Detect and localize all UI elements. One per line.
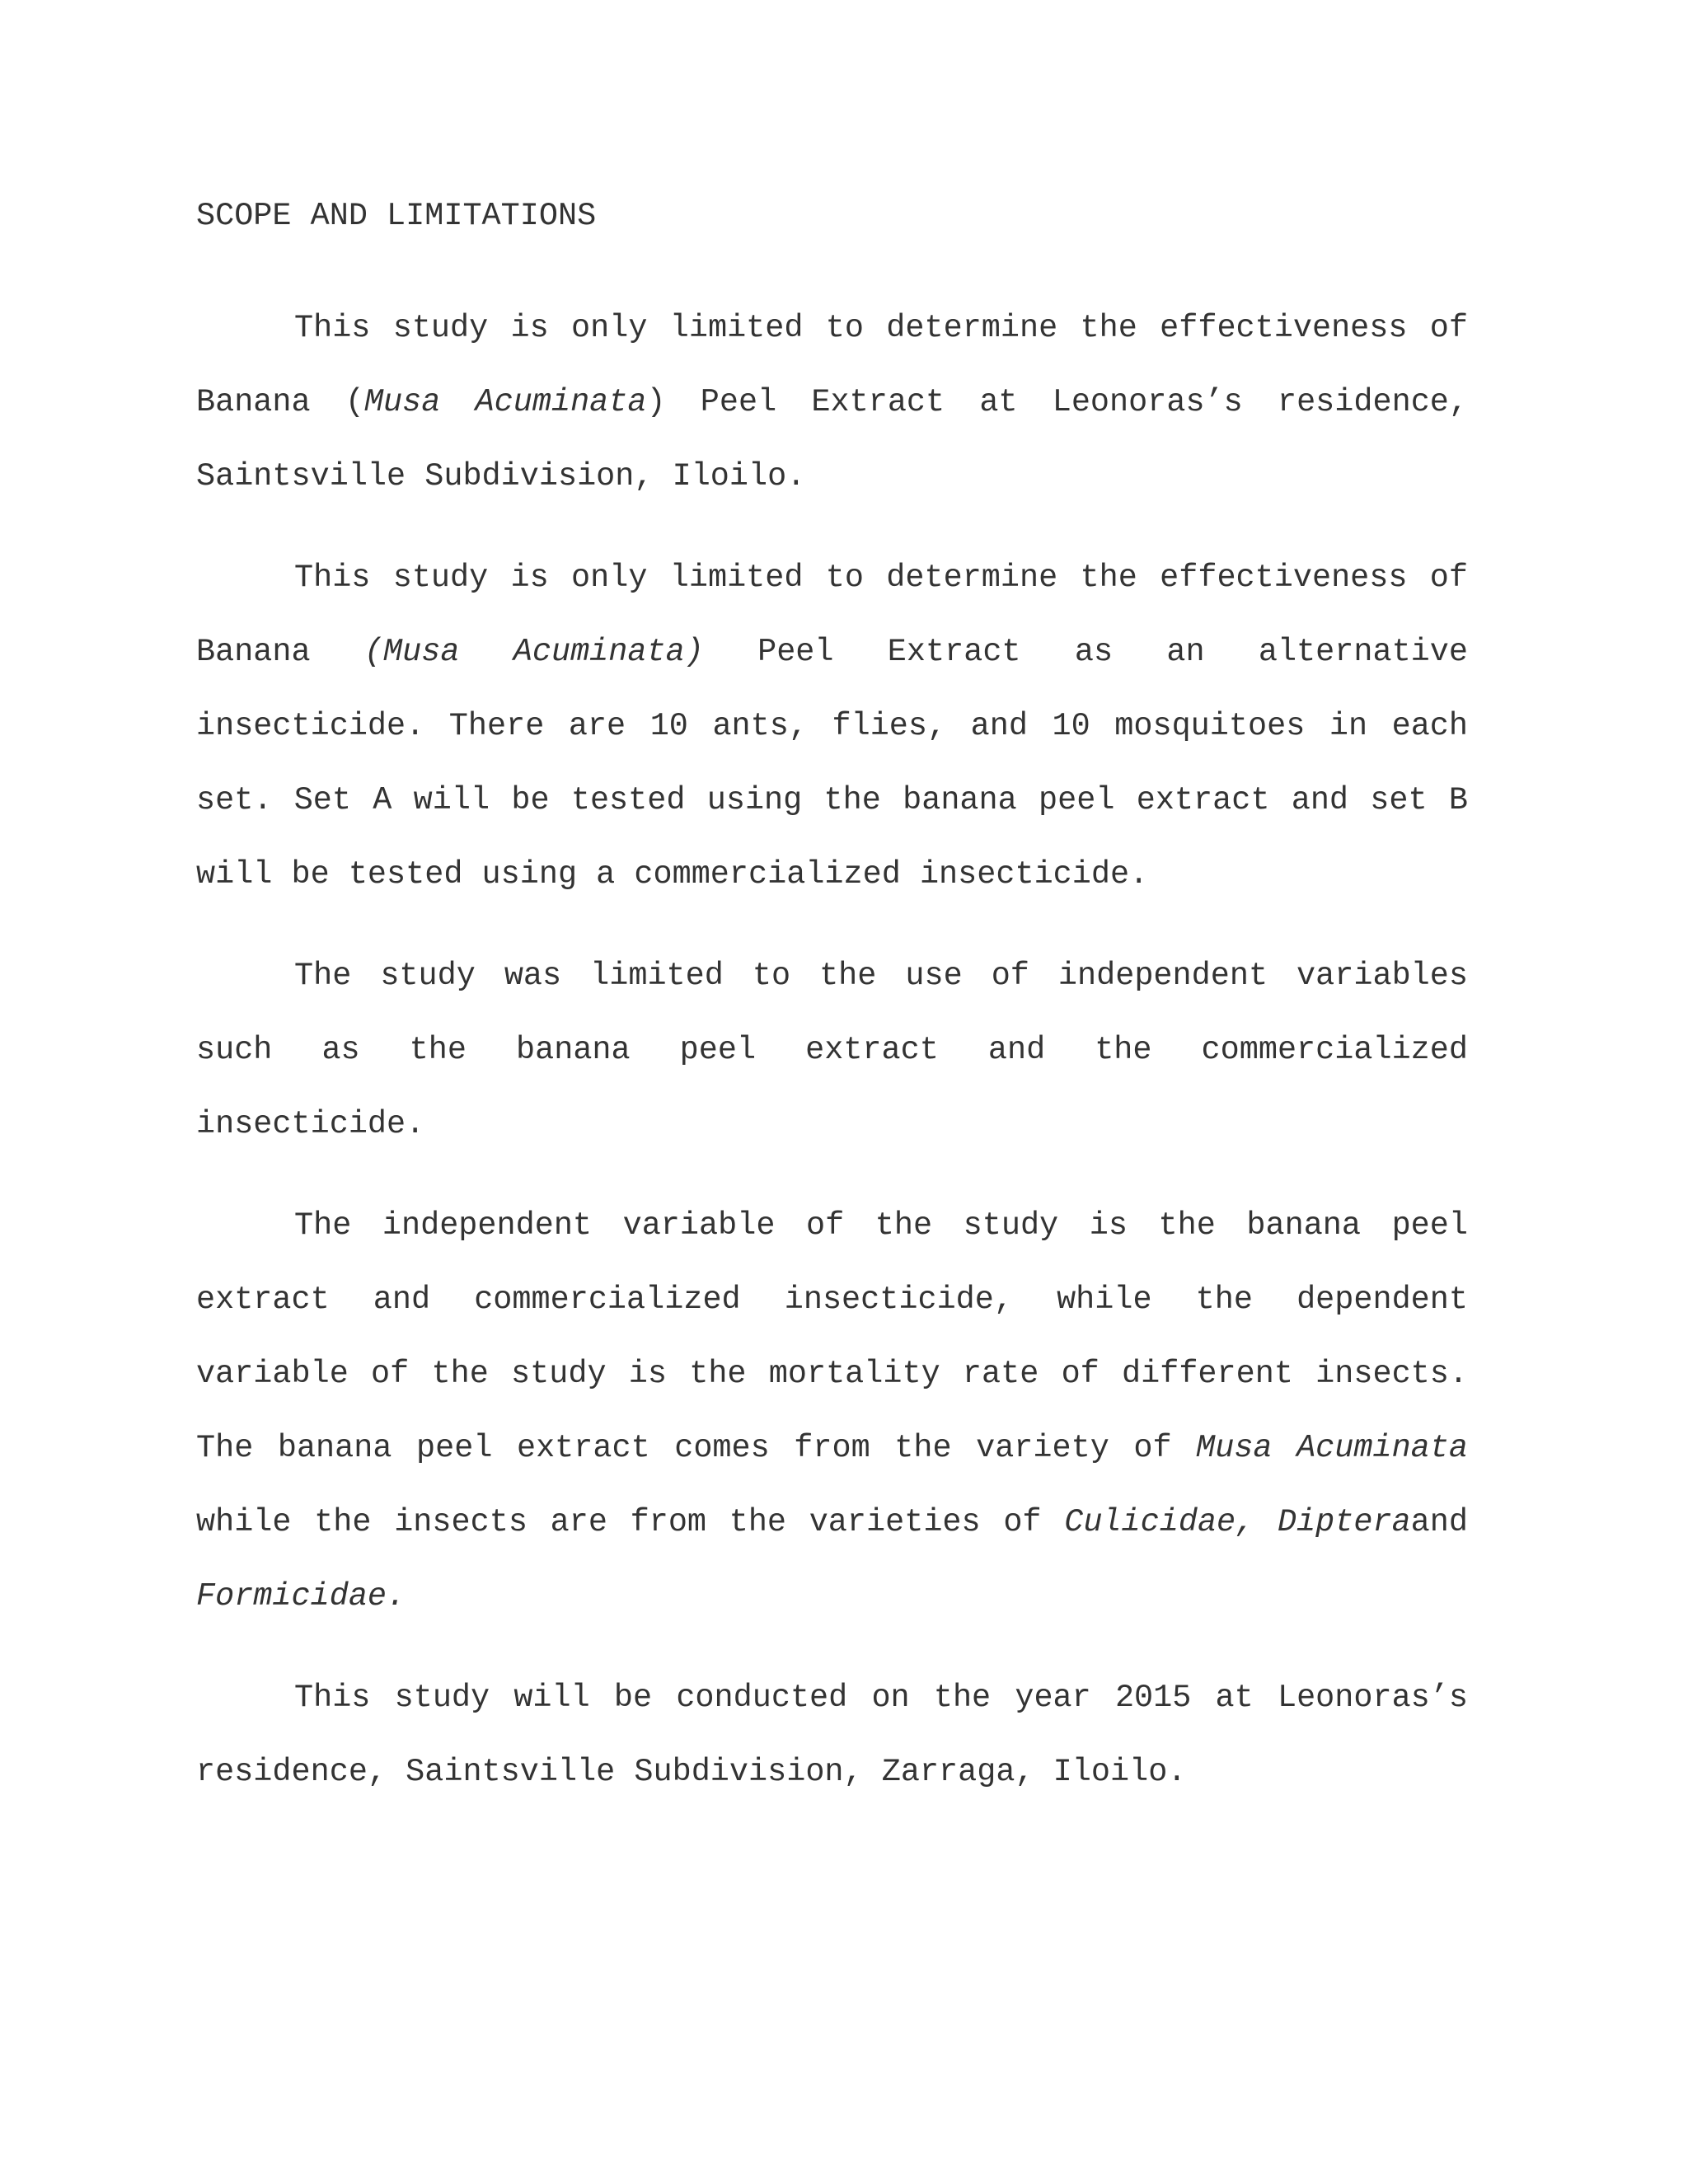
- paragraph-3: [196, 939, 1468, 1161]
- paragraph-5-text: This study will be conducted on the year 2015 at Leonoras’s residence, Saintsville Subdivision, Zarraga, Iloilo.: [196, 1680, 1468, 1790]
- paragraph-2-text-a: This study is only limited to determine the effectiveness of Banana: [196, 560, 1468, 670]
- paragraph-3-text: The study was limited to the use of independent variables such as the banana peel extract and the commercialized insecticide.: [196, 958, 1468, 1142]
- paragraph-5: [196, 1661, 1468, 1809]
- paragraph-2-italic-species: (Musa Acuminata): [363, 634, 704, 670]
- document-body: [196, 190, 1468, 1836]
- paragraph-4-text-b: while the insects are from the varieties of: [196, 1504, 1065, 1540]
- paragraph-2: [196, 541, 1468, 912]
- paragraph-1: [196, 291, 1468, 513]
- paragraph-1-italic-species: Musa Acuminata: [363, 384, 647, 420]
- section-heading: SCOPE AND LIMITATIONS: [196, 198, 597, 234]
- paragraph-1-text-a: This study is only limited to determine the effectiveness of Banana (: [196, 310, 1468, 420]
- paragraph-1-text-b: ) Peel Extract at Leonoras’s residence, Saintsville Subdivision, Iloilo.: [196, 384, 1468, 494]
- paragraph-4-text-c: and: [1410, 1504, 1468, 1540]
- paragraph-4: [196, 1188, 1468, 1633]
- paragraph-2-text-b: Peel Extract as an alternative insecticide. There are 10 ants, flies, and 10 mosquitoes in each set. Set A will be tested using the banana peel extract and set B will be tested using a commercialized insecticide.: [196, 634, 1468, 893]
- paragraph-4-italic-formicidae: Formicidae.: [196, 1578, 406, 1615]
- paragraph-4-italic-species: Musa Acuminata: [1196, 1430, 1468, 1466]
- paragraph-4-text-a: The independent variable of the study is the banana peel extract and commercialized insecticide, while the dependent variable of the study is the mortality rate of different insects. The banana peel extract comes from the variety of: [196, 1207, 1468, 1466]
- paragraph-4-italic-families: Culicidae, Diptera: [1064, 1504, 1411, 1540]
